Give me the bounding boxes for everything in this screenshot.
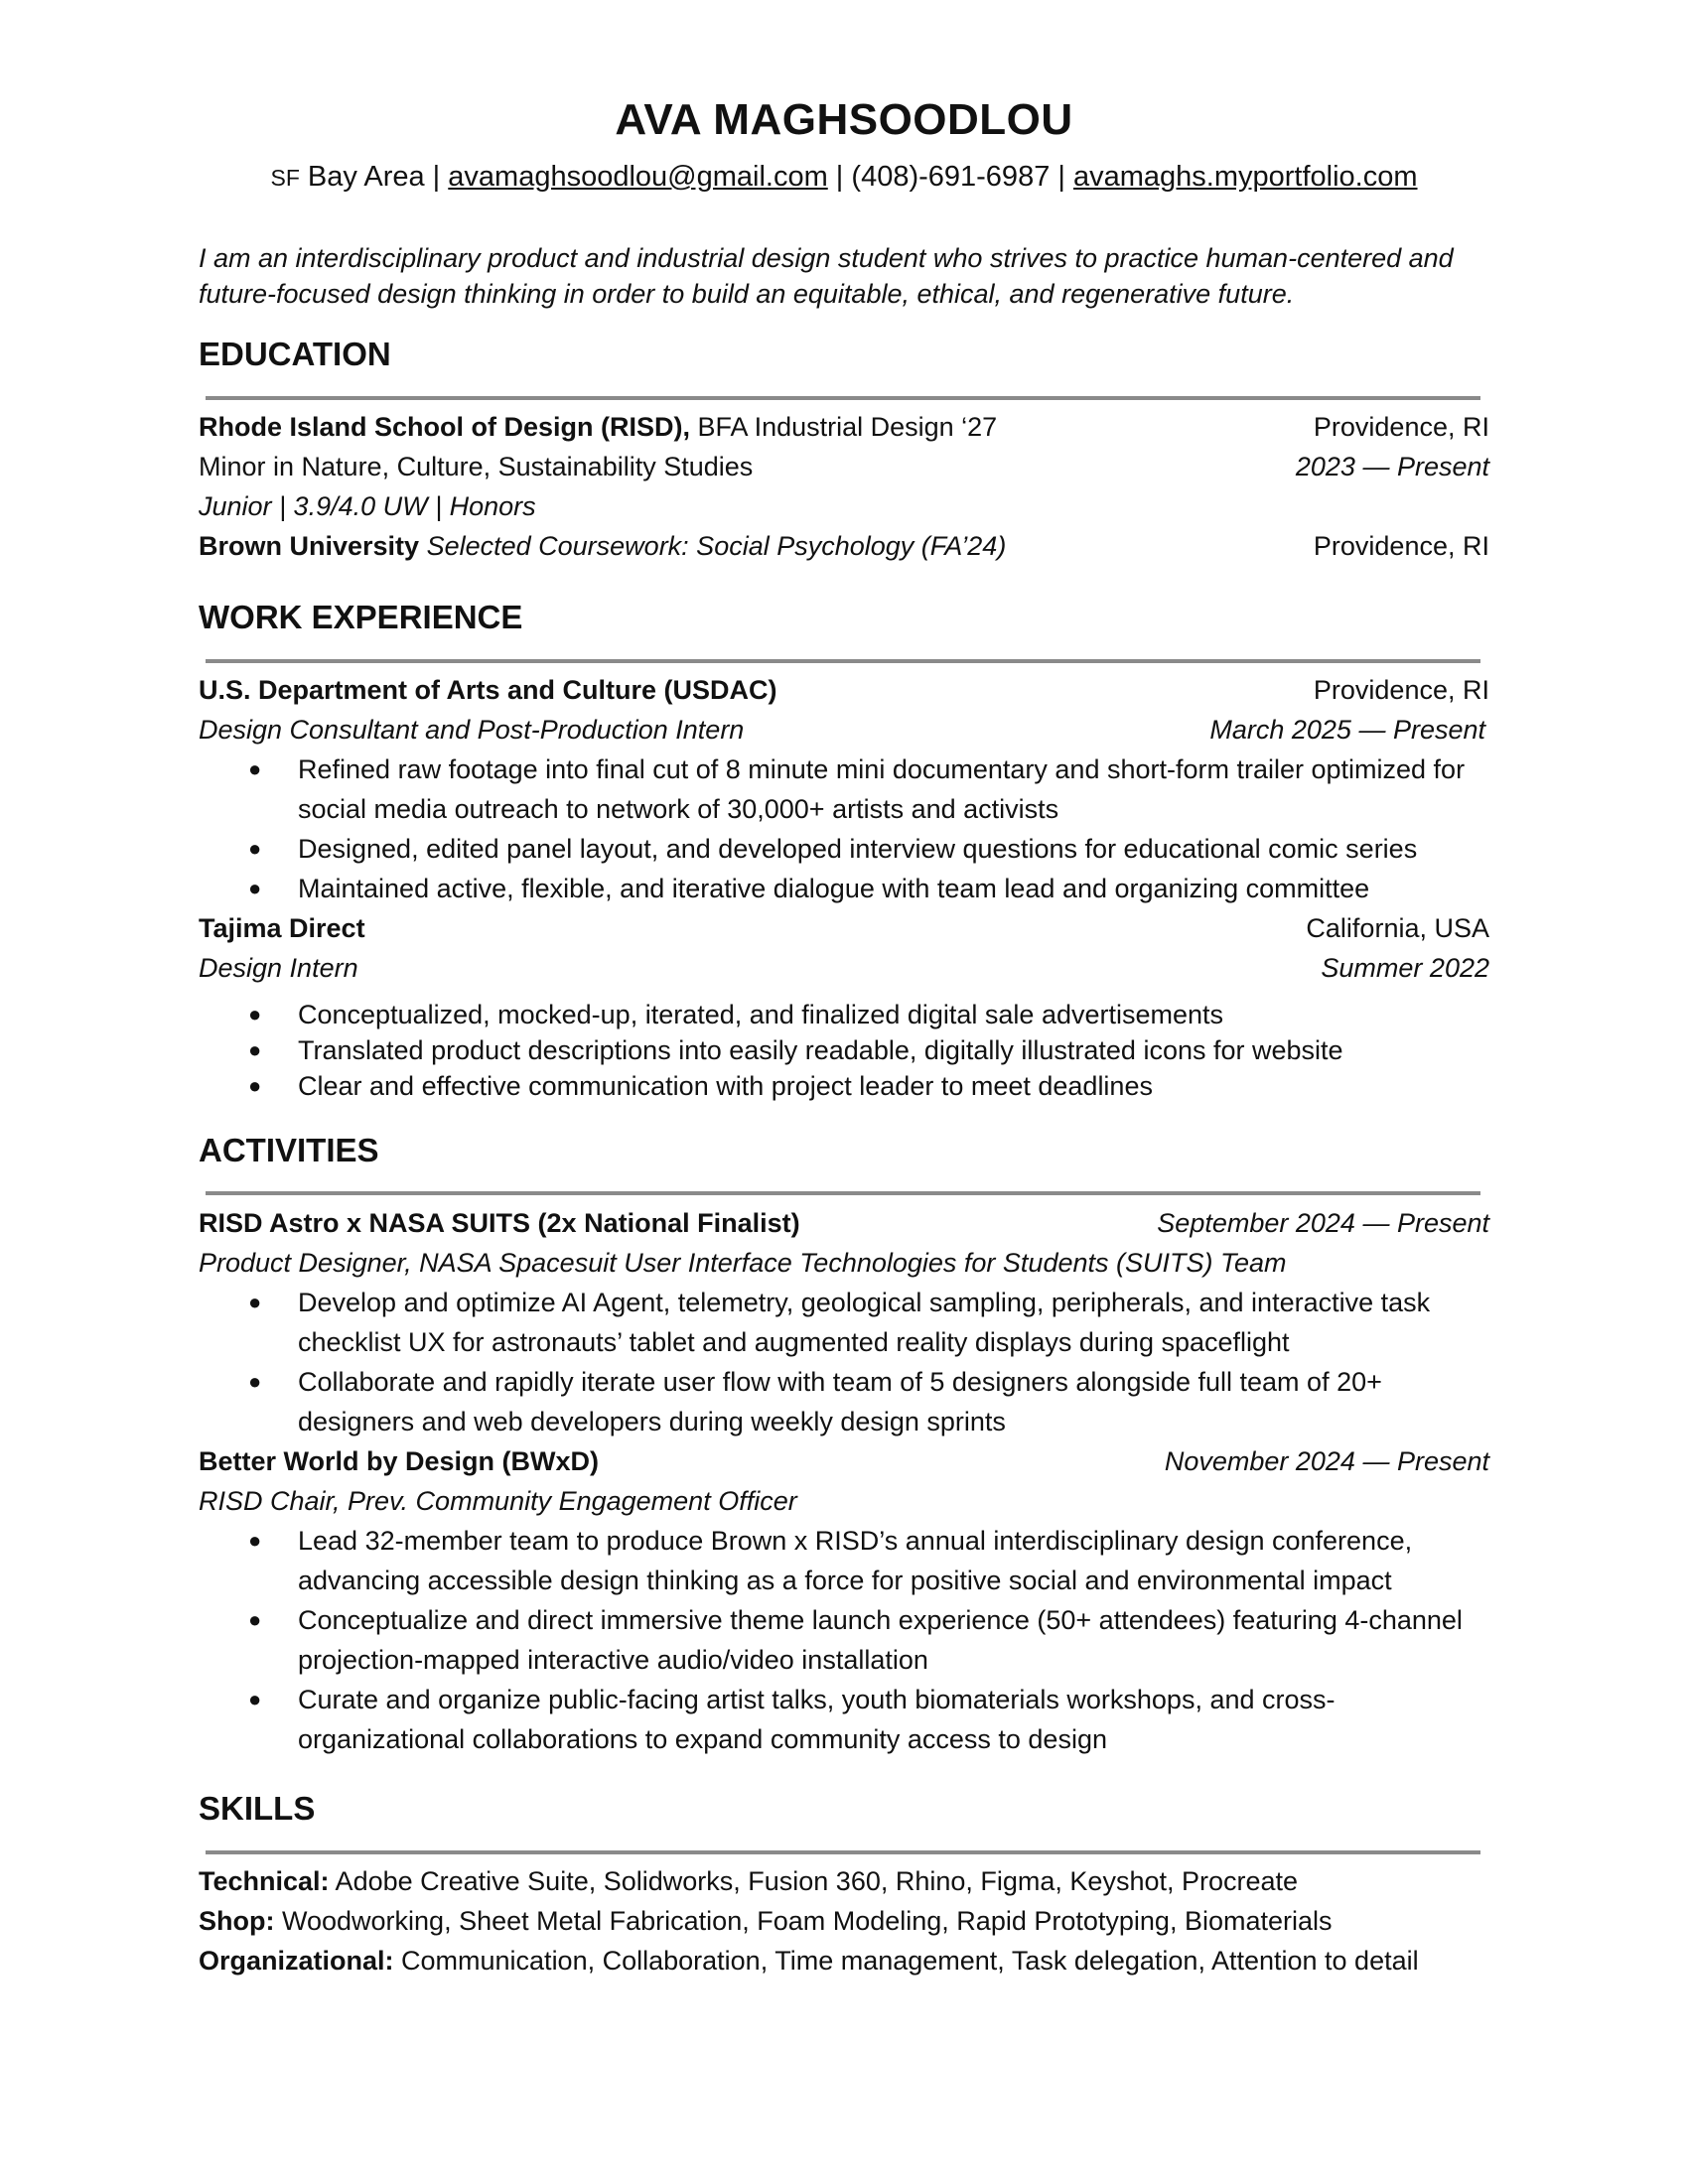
skills-list: Woodworking, Sheet Metal Fabrication, Foam Modeling, Rapid Prototyping, Biomaterials xyxy=(274,1906,1333,1936)
bullet-item xyxy=(248,1362,1489,1441)
job-location: Providence, RI xyxy=(1313,675,1489,705)
activity-org: RISD Astro x NASA SUITS (2x National Finalist) xyxy=(199,1208,800,1238)
bullet-item xyxy=(248,829,1489,869)
bullet-icon: ● xyxy=(248,1687,262,1711)
activity-role: RISD Chair, Prev. Community Engagement Officer xyxy=(199,1486,797,1516)
contact-line xyxy=(0,161,1688,194)
skills-label: Organizational: xyxy=(199,1946,394,1976)
section-divider xyxy=(206,1850,1480,1854)
bullet-item xyxy=(248,1066,1489,1102)
section-heading-work: WORK EXPERIENCE xyxy=(199,599,523,635)
skills-label: Shop: xyxy=(199,1906,275,1936)
bullet-text: Maintained active, flexible, and iterative dialogue with team lead and organizing committee xyxy=(298,874,1370,903)
school-name: Brown University xyxy=(199,531,420,561)
job-location: California, USA xyxy=(1306,913,1489,943)
bullet-item xyxy=(248,750,1489,829)
bullet-icon: ● xyxy=(248,1002,262,1026)
school-name: Rhode Island School of Design (RISD), xyxy=(199,412,691,442)
job-org: Tajima Direct xyxy=(199,913,365,943)
activity-header xyxy=(199,1203,1489,1243)
bullet-item xyxy=(248,1521,1489,1600)
job-org: U.S. Department of Arts and Culture (USDAC) xyxy=(199,675,777,705)
skills-label: Technical: xyxy=(199,1866,330,1896)
job-role-line xyxy=(199,710,1489,750)
section-heading-education: EDUCATION xyxy=(199,336,391,372)
education-standing-line xyxy=(199,486,1489,526)
bullet-icon: ● xyxy=(248,1073,262,1098)
separator: | xyxy=(1050,161,1073,193)
section-divider xyxy=(206,1191,1480,1195)
job-header xyxy=(199,670,1489,710)
skills-shop-line xyxy=(199,1901,1489,1941)
bullet-text: Develop and optimize AI Agent, telemetry, geological sampling, peripherals, and interactive task checklist UX for astronauts’ tablet and augmented reality displays during spaceflight xyxy=(298,1288,1431,1357)
school-dates: 2023 — Present xyxy=(1295,452,1489,481)
section-heading-activities: ACTIVITIES xyxy=(199,1132,379,1168)
section-divider xyxy=(206,396,1480,400)
bullet-text: Designed, edited panel layout, and developed interview questions for educational comic series xyxy=(298,834,1418,864)
skills-technical-line xyxy=(199,1861,1489,1901)
job-role: Design Consultant and Post-Production Intern xyxy=(199,715,745,745)
activity-header xyxy=(199,1441,1489,1481)
bullet-text: Refined raw footage into final cut of 8 minute mini documentary and short-form trailer optimized for social media outreach to network of 30,000+ artists and activists xyxy=(298,754,1466,824)
bullet-icon: ● xyxy=(248,756,262,781)
separator: | xyxy=(424,161,449,193)
job-header xyxy=(199,908,1489,948)
email-link[interactable]: avamaghsoodlou@gmail.com xyxy=(448,161,828,193)
bullet-icon: ● xyxy=(248,876,262,900)
education-brown-line xyxy=(199,526,1489,566)
bullet-item xyxy=(248,1283,1489,1362)
bullet-icon: ● xyxy=(248,1528,262,1553)
school-location: Providence, RI xyxy=(1313,531,1489,561)
job-role-line xyxy=(199,948,1489,988)
candidate-name: AVA MAGHSOODLOU xyxy=(615,95,1073,144)
degree: BFA Industrial Design ‘27 xyxy=(690,412,998,442)
activity-role-line xyxy=(199,1243,1489,1283)
skills-organizational-line xyxy=(199,1941,1489,1980)
skills-list: Communication, Collaboration, Time management, Task delegation, Attention to detail xyxy=(393,1946,1419,1976)
bullet-icon: ● xyxy=(248,1607,262,1632)
standing: Junior | 3.9/4.0 UW | Honors xyxy=(199,491,536,521)
coursework: Selected Coursework: Social Psychology (FA’24) xyxy=(419,531,1007,561)
section-divider xyxy=(206,659,1480,663)
summary: I am an interdisciplinary product and industrial design student who strives to practice human-centered and future-focused design thinking in order to build an equitable, ethical, and regenerative future. xyxy=(199,243,1454,309)
bullet-text: Clear and effective communication with project leader to meet deadlines xyxy=(298,1071,1153,1101)
section-heading-skills: SKILLS xyxy=(199,1790,316,1827)
bullet-text: Conceptualize and direct immersive theme launch experience (50+ attendees) featuring 4-channel projection-mapped interactive audio/video installation xyxy=(298,1605,1463,1675)
bullet-text: Lead 32-member team to produce Brown x RISD’s annual interdisciplinary design conference, advancing accessible design thinking as a force for positive social and environmental impact xyxy=(298,1526,1413,1595)
bullet-icon: ● xyxy=(248,836,262,861)
location: Bay Area xyxy=(299,161,425,193)
job-role: Design Intern xyxy=(199,953,358,983)
minor: Minor in Nature, Culture, Sustainability Studies xyxy=(199,452,754,481)
activity-dates: November 2024 — Present xyxy=(1164,1446,1489,1476)
separator: | xyxy=(827,161,852,193)
bullet-item xyxy=(248,995,1489,1030)
bullet-item xyxy=(248,869,1489,908)
phone: (408)-691-6987 xyxy=(851,161,1051,193)
bullet-item xyxy=(248,1600,1489,1680)
bullet-icon: ● xyxy=(248,1290,262,1314)
education-risd-line xyxy=(199,407,1489,447)
activity-role: Product Designer, NASA Spacesuit User Interface Technologies for Students (SUITS) Team xyxy=(199,1248,1287,1278)
bullet-text: Collaborate and rapidly iterate user flow with team of 5 designers alongside full team of 20+ designers and web developers during weekly design sprints xyxy=(298,1367,1382,1436)
bullet-item xyxy=(248,1680,1489,1759)
bullet-item xyxy=(248,1030,1489,1066)
portfolio-link[interactable]: avamaghs.myportfolio.com xyxy=(1072,161,1418,193)
education-minor-line xyxy=(199,447,1489,486)
activity-org: Better World by Design (BWxD) xyxy=(199,1446,600,1476)
bullet-icon: ● xyxy=(248,1037,262,1062)
job-dates: Summer 2022 xyxy=(1321,953,1489,983)
job-dates: March 2025 — Present xyxy=(1209,715,1485,745)
bullet-text: Translated product descriptions into easily readable, digitally illustrated icons for website xyxy=(298,1035,1343,1065)
bullet-text: Conceptualized, mocked-up, iterated, and finalized digital sale advertisements xyxy=(298,1000,1224,1029)
bullet-text: Curate and organize public-facing artist talks, youth biomaterials workshops, and cross-organizational collaborations to expand community access to design xyxy=(298,1685,1336,1754)
skills-list: Adobe Creative Suite, Solidworks, Fusion 360, Rhino, Figma, Keyshot, Procreate xyxy=(329,1866,1299,1896)
location-prefix: SF xyxy=(270,165,300,191)
school-location: Providence, RI xyxy=(1313,412,1489,442)
activity-dates: September 2024 — Present xyxy=(1157,1208,1489,1238)
activity-role-line xyxy=(199,1481,1489,1521)
bullet-icon: ● xyxy=(248,1369,262,1394)
